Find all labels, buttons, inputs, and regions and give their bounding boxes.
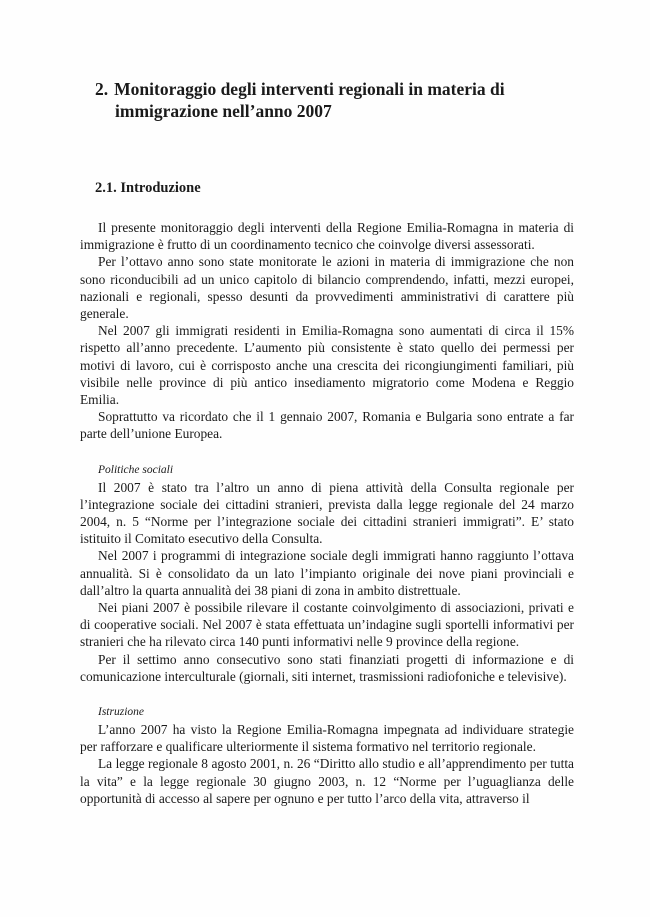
chapter-number: 2. bbox=[95, 79, 109, 99]
paragraph: La legge regionale 8 agosto 2001, n. 26 “Diritto allo studio e all’apprendimento per tutta la vita” e la legge regionale 30 giugno 2003, n. 12 “Norme per l’uguaglianza delle opportunità di accesso al sapere per ognuno e per tutto l’arco della vita, attraverso il bbox=[80, 756, 574, 806]
paragraph: Nel 2007 i programmi di integrazione sociale degli immigrati hanno raggiunto l’ottava annualità. Si è consolidato da un lato l’impianto originale dei nove piani provinciali e dall’altro la quarta annualità dei 38 piani di zona in ambito distrettuale. bbox=[80, 548, 574, 598]
page-content bbox=[80, 78, 574, 807]
paragraph: Il presente monitoraggio degli interventi della Regione Emilia-Romagna in materia di immigrazione è frutto di un coordinamento tecnico che coinvolge diversi assessorati. bbox=[80, 220, 574, 253]
paragraph: Soprattutto va ricordato che il 1 gennaio 2007, Romania e Bulgaria sono entrate a far parte dell’unione Europea. bbox=[80, 409, 574, 442]
chapter-title bbox=[95, 78, 574, 122]
section-title: 2.1. Introduzione bbox=[95, 180, 201, 196]
paragraph: Nel 2007 gli immigrati residenti in Emilia-Romagna sono aumentati di circa il 15% rispetto all’anno precedente. L’aumento più consistente è stato quello dei permessi per motivi di lavoro, cui è corrisposto anche una crescita dei ricongiungimenti familiari, più visibile nelle province di più antico insediamento migratorio come Modena e Reggio Emilia. bbox=[80, 323, 574, 408]
paragraph: L’anno 2007 ha visto la Regione Emilia-Romagna impegnata ad individuare strategie per rafforzare e qualificare ulteriormente il sistema formativo nel territorio regionale. bbox=[80, 722, 574, 755]
body-text bbox=[80, 219, 574, 807]
paragraph: Il 2007 è stato tra l’altro un anno di piena attività della Consulta regionale per l’integrazione sociale dei cittadini stranieri, prevista dalla legge regionale del 24 marzo 2004, n. 5 “Norme per l’integrazione sociale dei cittadini stranieri immigrati”. E’ stato istituito il Comitato esecutivo della Consulta. bbox=[80, 479, 574, 547]
chapter-title-text: Monitoraggio degli interventi regionali in materia di immigrazione nell’anno 2007 bbox=[114, 79, 505, 121]
paragraph: Per il settimo anno consecutivo sono stati finanziati progetti di informazione e di comunicazione interculturale (giornali, siti internet, trasmissioni radiofoniche e televisive). bbox=[80, 651, 574, 684]
paragraph: Nei piani 2007 è possibile rilevare il costante coinvolgimento di associazioni, privati e di cooperative sociali. Nel 2007 è stata effettuata un’indagine sugli sportelli informativi per stranieri che ha rilevato circa 140 punti informativi nelle 9 province della regione. bbox=[80, 600, 574, 650]
subheading-politiche-sociali: Politiche sociali bbox=[98, 463, 174, 476]
subheading-istruzione: Istruzione bbox=[98, 706, 144, 719]
paragraph: Per l’ottavo anno sono state monitorate le azioni in materia di immigrazione che non sono riconducibili ad un unico capitolo di bilancio comprendendo, infatti, mezzi europei, nazionali e regionali, spesso desunti da provvedimenti amministrativi di carattere più generale. bbox=[80, 254, 574, 322]
